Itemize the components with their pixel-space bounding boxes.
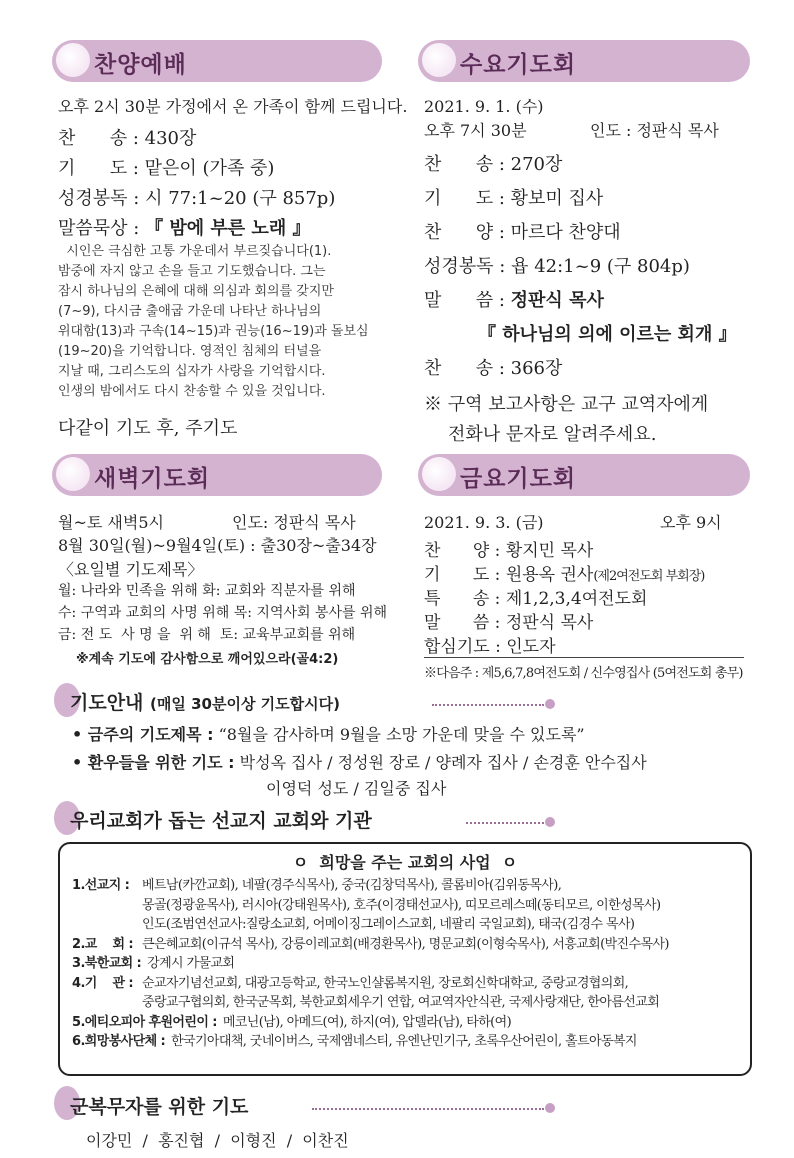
prayer-guide-title: [70, 688, 340, 715]
mission-row: [72, 935, 742, 955]
body-line: (19~20)을 기억합니다. 영적인 침체의 터널을: [58, 344, 322, 359]
value: 270장: [510, 154, 563, 175]
dawn-verse: ※계속 기도에 감사함으로 깨어있으라(골4:2): [76, 652, 339, 667]
label: 찬 양 :: [424, 541, 501, 561]
dawn-days: 월~토 새벽5시: [58, 513, 164, 532]
fri-closing: [424, 632, 556, 657]
wed-note1: ※ 구역 보고사항은 교구 교역자에게: [424, 394, 709, 415]
section-title: 새벽기도회: [94, 466, 211, 492]
wed-sermon: [424, 286, 604, 312]
sermon-body: [58, 242, 388, 402]
reading-label: 성경봉독 :: [58, 188, 140, 209]
closing-prayer: 다같이 기도 후, 주기도: [58, 418, 238, 439]
row-label: 4.기 관 :: [72, 975, 133, 991]
wed-prayer: [424, 184, 603, 210]
reading-line: [58, 184, 335, 210]
label: 찬 송 :: [424, 358, 505, 379]
section-pill-sunday: [52, 40, 382, 82]
weekly-prayer: [72, 722, 585, 745]
sermon-line: [58, 214, 310, 240]
row-line: 큰은혜교회(이규석 목사), 강릉이레교회(배경환목사), 명문교회(이형숙목사), 서흥교회(박진수목사): [142, 936, 669, 952]
mission-rows: [72, 876, 742, 1052]
body-line: 밤중에 자지 않고 손을 들고 기도했습니다. 그는: [58, 264, 326, 279]
dawn-leader: 인도: 정판식 목사: [232, 513, 356, 532]
body-line: 위대함(13)과 구속(14~15)과 권능(16~19)과 돌보심: [58, 324, 369, 339]
dotted-rule: [432, 704, 544, 706]
section-title: 수요기도회: [460, 52, 577, 78]
value: 욥 42:1~9 (구 804p): [511, 256, 690, 277]
sermon-label: 말씀묵상 :: [58, 218, 140, 239]
prayer-note: (제2여전도회 부회장): [593, 569, 705, 584]
value: 황지민 목사: [505, 541, 594, 561]
section-pill-dawn: [52, 454, 382, 496]
value: “8월을 감사하며 9월을 소망 가운데 맞을 수 있도록”: [218, 725, 585, 744]
label: 성경봉독 :: [424, 256, 506, 277]
subtitle-text: (매일 30분이상 기도합시다): [150, 695, 340, 713]
row-line: 중랑교구협의회, 한국군목회, 북한교회세우기 연합, 여교역자안식관, 국제사랑재단, 한아름선교회: [142, 995, 660, 1010]
pill-circle-icon: [422, 43, 456, 77]
value: 제1,2,3,4여전도회: [505, 589, 648, 609]
wed-hymn: [424, 150, 562, 176]
prayer-label: 기 도 :: [58, 158, 139, 179]
row-label: 1.선교지 :: [72, 878, 130, 893]
fri-divider: [424, 657, 744, 658]
section-title: 찬양예배: [94, 52, 187, 78]
pill-circle-icon: [422, 457, 456, 491]
label: 찬 송 :: [424, 154, 505, 175]
mission-row: [72, 876, 742, 935]
mission-row: [72, 1032, 742, 1052]
dawn-period: 8월 30일(월)~9월4일(토) : 출30장~출34장: [58, 536, 377, 555]
prayer-line: [58, 154, 274, 180]
fri-next: ※다음주 : 제5,6,7,8여전도회 / 신수영집사 (5여전도회 총무): [424, 666, 743, 681]
dawn-topic: 수: 구역과 교회의 사명 위해 목: 지역사회 봉사를 위해: [58, 605, 388, 621]
fri-date: 2021. 9. 3. (금): [424, 513, 544, 532]
rule-end-dot: [545, 817, 555, 827]
hymn-value: 430장: [144, 128, 197, 149]
value: 황보미 집사: [510, 188, 604, 209]
wed-hymn2: [424, 354, 562, 380]
label: 기 도 :: [424, 188, 505, 209]
mission-row: [72, 974, 742, 1013]
mission-row: [72, 954, 742, 974]
label: 기 도 :: [424, 565, 501, 585]
missions-title: 우리교회가 돕는 선교지 교회와 기관: [70, 810, 372, 832]
sick-prayer-cont: 이영덕 성도 / 김일중 집사: [266, 779, 447, 798]
row-label: 6.희망봉사단체 :: [72, 1034, 166, 1049]
service-intro: 오후 2시 30분 가정에서 온 가족이 함께 드립니다.: [58, 97, 408, 116]
row-line: 베트남(카깐교회), 네팔(경주식목사), 중국(김창덕목사), 콜롬비아(김위동목사),: [142, 878, 562, 893]
wed-note2: 전화나 문자로 알려주세요.: [448, 424, 657, 445]
sick-prayer: [72, 750, 647, 773]
section-pill-friday: [418, 454, 750, 496]
wed-leader: 인도 : 정판식 목사: [590, 121, 719, 140]
label: 말 씀 :: [424, 290, 505, 311]
value: 원용옥 권사: [505, 565, 594, 585]
label: 찬 양 :: [424, 222, 505, 243]
reading-value: 시 77:1~20 (구 857p): [145, 188, 336, 209]
value: 366장: [510, 358, 563, 379]
pill-circle-icon: [56, 43, 90, 77]
dotted-rule: [312, 1108, 544, 1110]
fri-choir: [424, 536, 593, 561]
value: 정판식 목사: [510, 290, 604, 311]
hymn-line: [58, 124, 196, 150]
body-line: 지날 때, 그리스도의 십자가 사랑을 기억합시다.: [58, 364, 326, 379]
wed-reading: [424, 252, 690, 278]
hymn-label: 찬 송 :: [58, 128, 139, 149]
dawn-topics-head: 〈요일별 기도제목〉: [58, 560, 204, 579]
fri-time: 오후 9시: [660, 513, 722, 532]
title-text: 기도안내: [70, 692, 144, 714]
row-line: 순교자기념선교회, 대광고등학교, 한국노인샬롬복지원, 장로회신학대학교, 중랑교경협의회,: [142, 975, 629, 991]
body-line: 인생의 밤에서도 다시 찬송할 수 있을 것입니다.: [58, 384, 326, 399]
value: 인도자: [506, 637, 556, 657]
missions-box: [58, 842, 752, 1076]
rule-end-dot: [545, 699, 555, 709]
dawn-topic: 금: 전 도 사 명 을 위 해 토: 교육부교회를 위해: [58, 627, 356, 643]
row-label: 2.교 회 :: [72, 936, 133, 952]
label: 특 송 :: [424, 589, 501, 609]
military-names: 이강민 / 홍진협 / 이형진 / 이찬진: [86, 1131, 349, 1150]
label: 합심기도 :: [424, 637, 501, 657]
row-line: 한국기아대책, 굿네이버스, 국제앰네스티, 유엔난민기구, 초록우산어린이, 홀트아동복지: [171, 1034, 637, 1049]
prayer-value: 맡은이 (가족 중): [144, 158, 275, 179]
wed-choir: [424, 218, 621, 244]
wed-time: 오후 7시 30분: [424, 121, 527, 140]
fri-prayer: [424, 560, 704, 585]
pill-circle-icon: [56, 457, 90, 491]
row-line: 강계시 가물교회: [147, 956, 235, 971]
fri-sermon: [424, 608, 593, 633]
sermon-title: 『 밤에 부른 노래 』: [145, 218, 311, 239]
wed-sermon-title: 『 하나님의 의에 이르는 회개 』: [478, 324, 737, 345]
fri-special: [424, 584, 647, 609]
rule-end-dot: [545, 1103, 555, 1113]
dotted-rule: [466, 822, 544, 824]
row-line: 메코닌(남), 아메드(여), 하지(여), 압델라(남), 타하(여): [222, 1014, 512, 1030]
label: 말 씀 :: [424, 613, 501, 633]
section-pill-wednesday: [418, 40, 750, 82]
label: • 환우들을 위한 기도 :: [72, 753, 235, 772]
label: • 금주의 기도제목 :: [72, 725, 214, 744]
body-line: 잠시 하나님의 은혜에 대해 의심과 회의를 갖지만: [58, 284, 334, 299]
value: 박성옥 집사 / 정성원 장로 / 양례자 집사 / 손경훈 안수집사: [239, 753, 647, 772]
row-line: 몽골(정광윤목사), 러시아(강태원목사), 호주(이경태선교사), 띠모르레스떼(동티모르, 이한성목사): [142, 897, 661, 913]
row-label: 5.에티오피아 후원어린이 :: [72, 1014, 217, 1030]
body-line: 시인은 극심한 고통 가운데서 부르짖습니다(1).: [58, 244, 332, 259]
value: 마르다 찬양대: [510, 222, 621, 243]
row-line: 인도(조범연선교사:질랑소교회, 어메이징그레이스교회, 네팔리 국일교회), 태국(김경수 목사): [142, 917, 635, 932]
mission-row: [72, 1013, 742, 1033]
box-title: ㅇ 희망을 주는 교회의 사업 ㅇ: [292, 853, 518, 872]
section-title: 금요기도회: [460, 466, 577, 492]
military-title: 군복무자를 위한 기도: [70, 1096, 249, 1118]
body-line: (7~9), 다시금 출애굽 가운데 나타난 하나님의: [58, 304, 322, 319]
wed-date: 2021. 9. 1. (수): [424, 97, 544, 116]
value: 정판식 목사: [505, 613, 594, 633]
row-label: 3.북한교회 :: [72, 956, 142, 971]
dawn-topic: 월: 나라와 민족을 위해 화: 교회와 직분자를 위해: [58, 583, 356, 599]
